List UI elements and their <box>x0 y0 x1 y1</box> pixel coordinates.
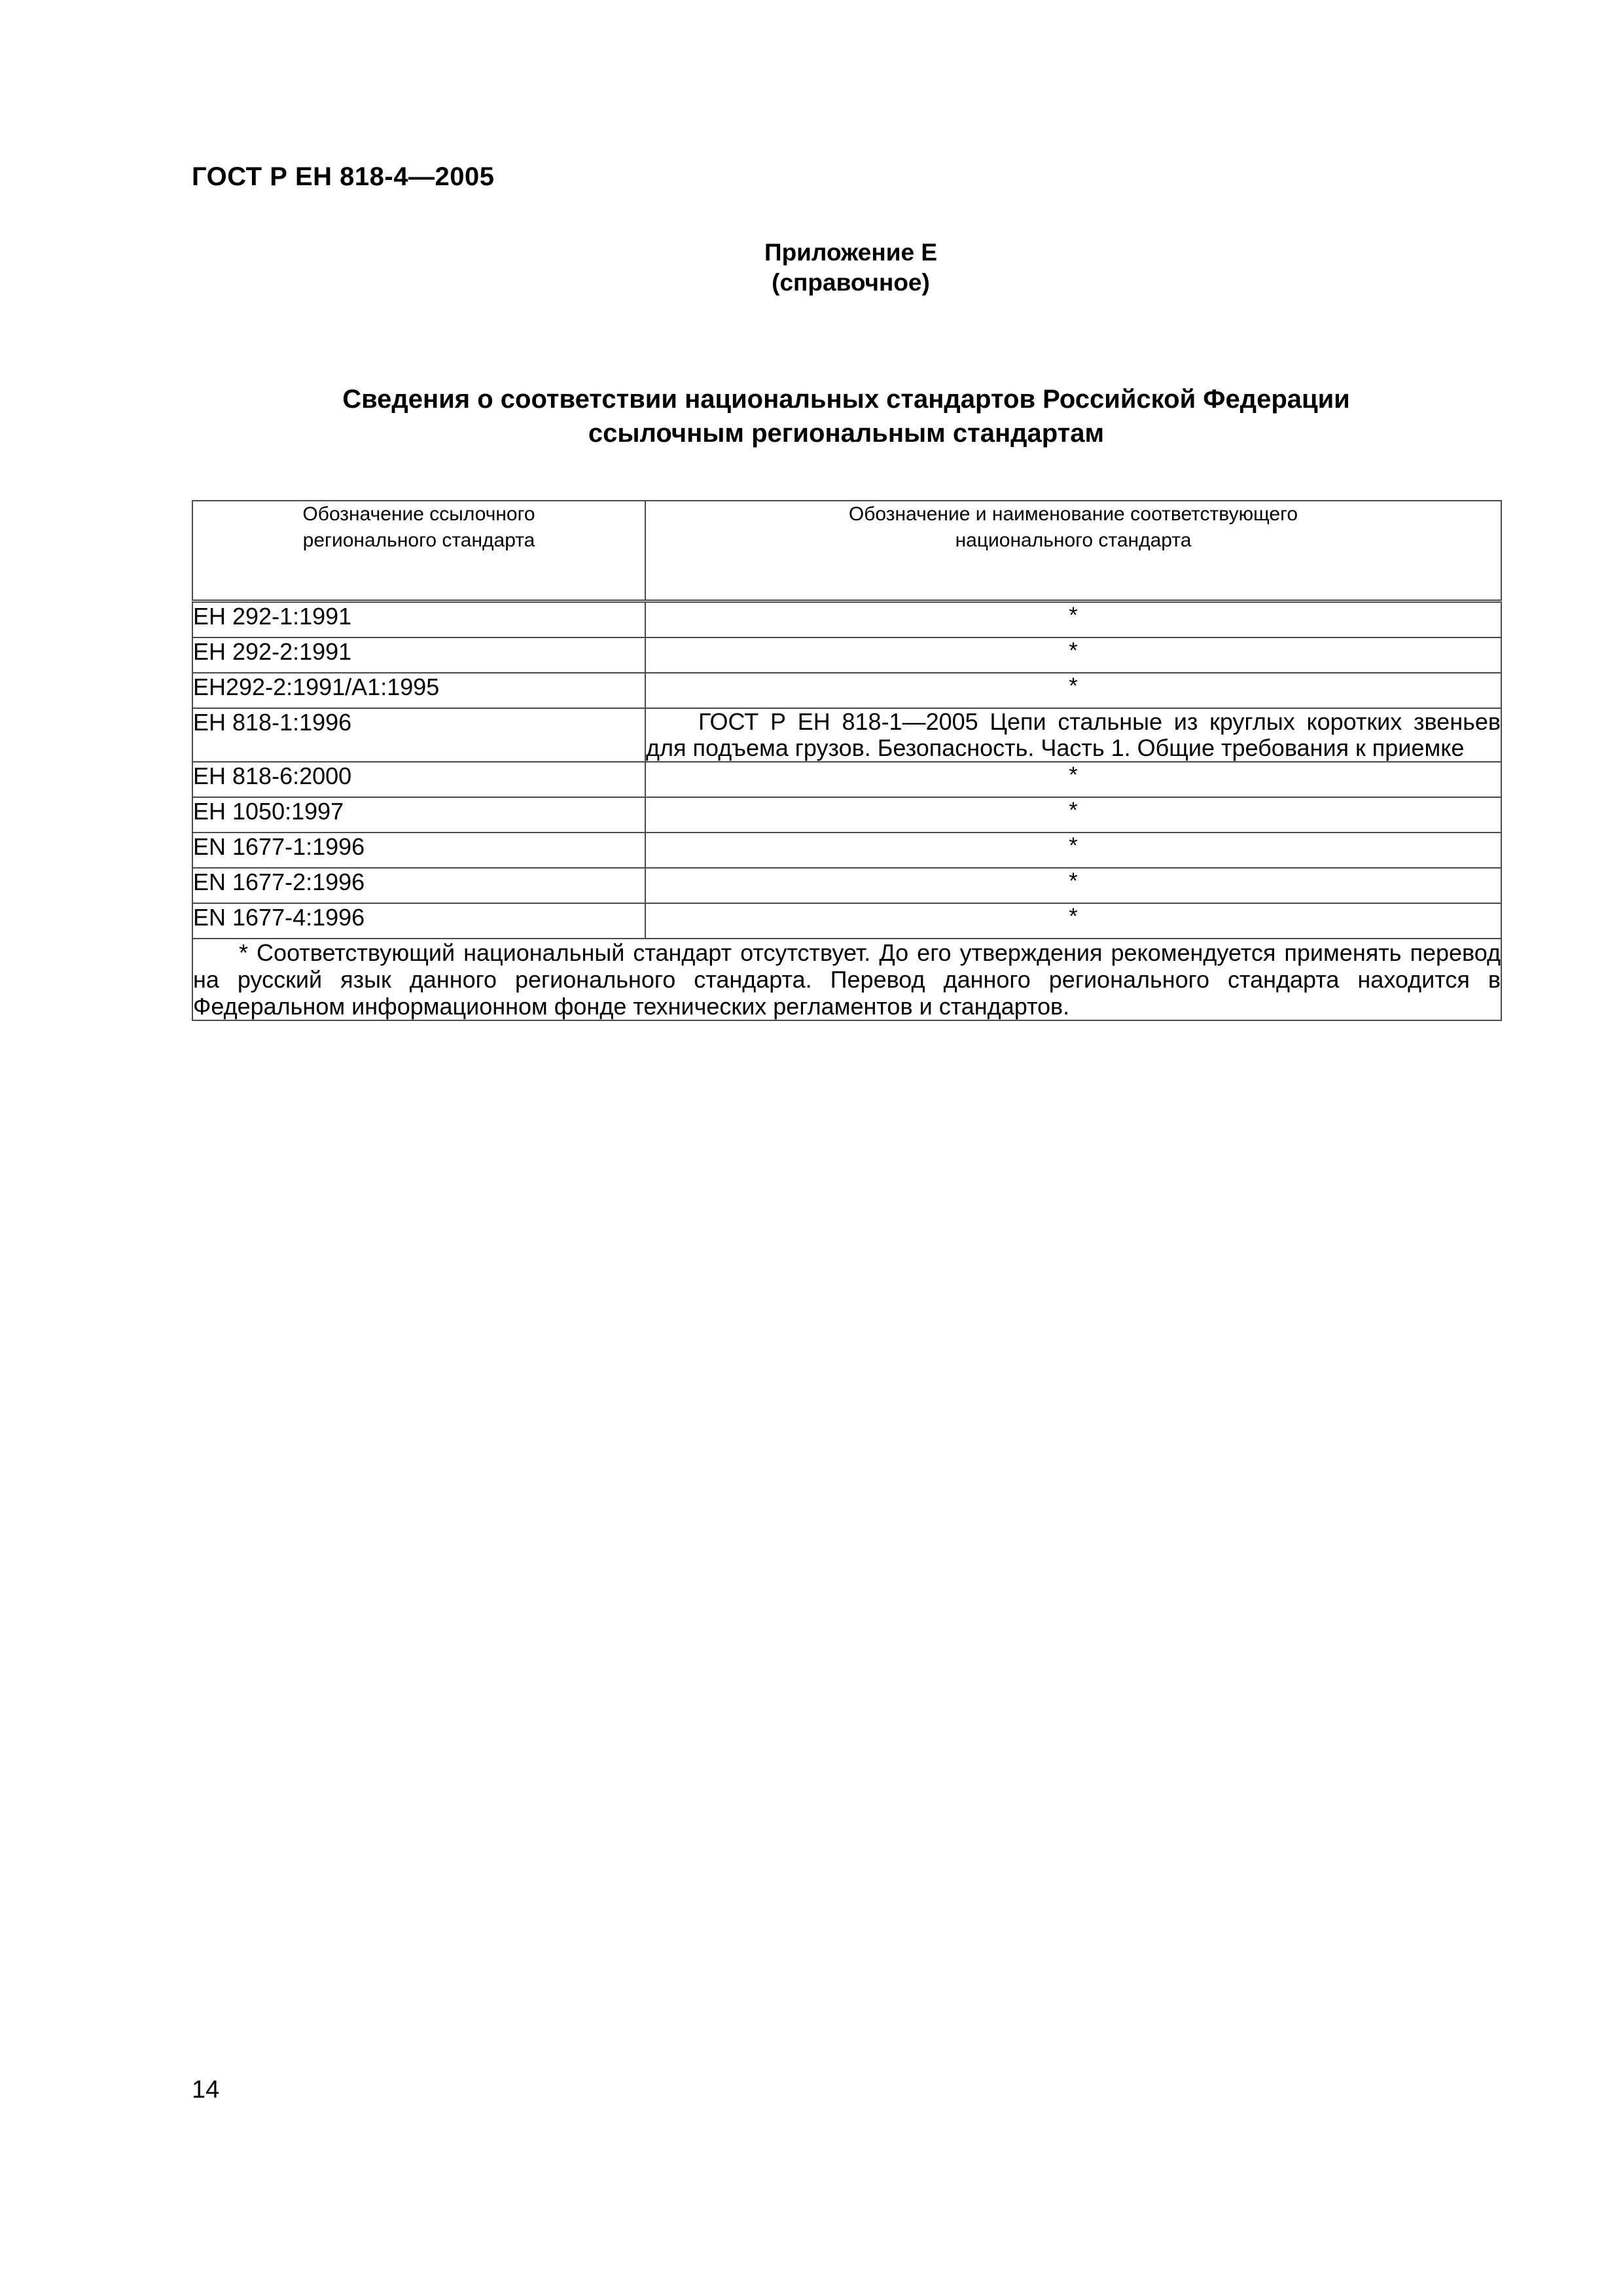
regional-standard-code: ЕН 292-2:1991 <box>192 637 645 673</box>
section-title-line-1: Сведения о соответствии национальных стандартов Российской Федерации <box>342 385 1350 414</box>
table-footnote: * Соответствующий национальный стандарт отсутствует. До его утверждения рекомендуется применять перевод на русский язык данного регионального стандарта. Перевод данного регионального стандарта находится в Федеральном информационном фонде технических регламентов и стандартов. <box>193 939 1501 1020</box>
table-row <box>192 601 1501 638</box>
document-code: ГОСТ Р ЕН 818-4—2005 <box>192 162 495 191</box>
table-footnote-row <box>192 939 1501 1020</box>
regional-standard-code: EN 1677-1:1996 <box>192 833 645 868</box>
table-row <box>192 708 1501 762</box>
column-header-regional-standard <box>192 501 645 601</box>
table-row <box>192 637 1501 673</box>
column-header-line: Обозначение ссылочного <box>302 503 535 525</box>
table-row <box>192 797 1501 833</box>
national-standard-cell: * <box>645 673 1501 708</box>
national-standard-cell: ГОСТ Р ЕН 818-1—2005 Цепи стальные из круглых коротких звеньев для подъема грузов. Безопасность. Часть 1. Общие требования к приемке <box>646 708 1501 761</box>
column-header-national-standard <box>645 501 1501 601</box>
national-standard-cell: * <box>645 833 1501 868</box>
table-row <box>192 762 1501 797</box>
annex-type: (справочное) <box>772 269 930 296</box>
table-row <box>192 673 1501 708</box>
section-title <box>192 382 1501 450</box>
column-header-line: Обозначение и наименование соответствующего <box>848 503 1298 525</box>
regional-standard-code: ЕН292-2:1991/А1:1995 <box>192 673 645 708</box>
table-row <box>192 868 1501 903</box>
standards-correspondence-table <box>192 500 1502 1021</box>
regional-standard-code: ЕН 1050:1997 <box>192 797 645 833</box>
regional-standard-code: ЕН 818-1:1996 <box>192 708 645 762</box>
regional-standard-code: ЕН 818-6:2000 <box>192 762 645 797</box>
national-standard-cell: * <box>645 601 1501 638</box>
page-number: 14 <box>192 2076 220 2104</box>
national-standard-cell: * <box>645 868 1501 903</box>
section-title-line-2: ссылочным региональным стандартам <box>588 419 1105 448</box>
table-row <box>192 903 1501 939</box>
regional-standard-code: ЕН 292-1:1991 <box>192 601 645 638</box>
national-standard-cell: * <box>645 637 1501 673</box>
table-header-row <box>192 501 1501 601</box>
table-row <box>192 833 1501 868</box>
national-standard-cell: * <box>645 797 1501 833</box>
annex-title: Приложение Е <box>764 239 938 266</box>
national-standard-cell: * <box>645 762 1501 797</box>
national-standard-cell: * <box>645 903 1501 939</box>
regional-standard-code: EN 1677-4:1996 <box>192 903 645 939</box>
column-header-line: регионального стандарта <box>302 529 535 551</box>
column-header-line: национального стандарта <box>955 529 1192 551</box>
regional-standard-code: EN 1677-2:1996 <box>192 868 645 903</box>
